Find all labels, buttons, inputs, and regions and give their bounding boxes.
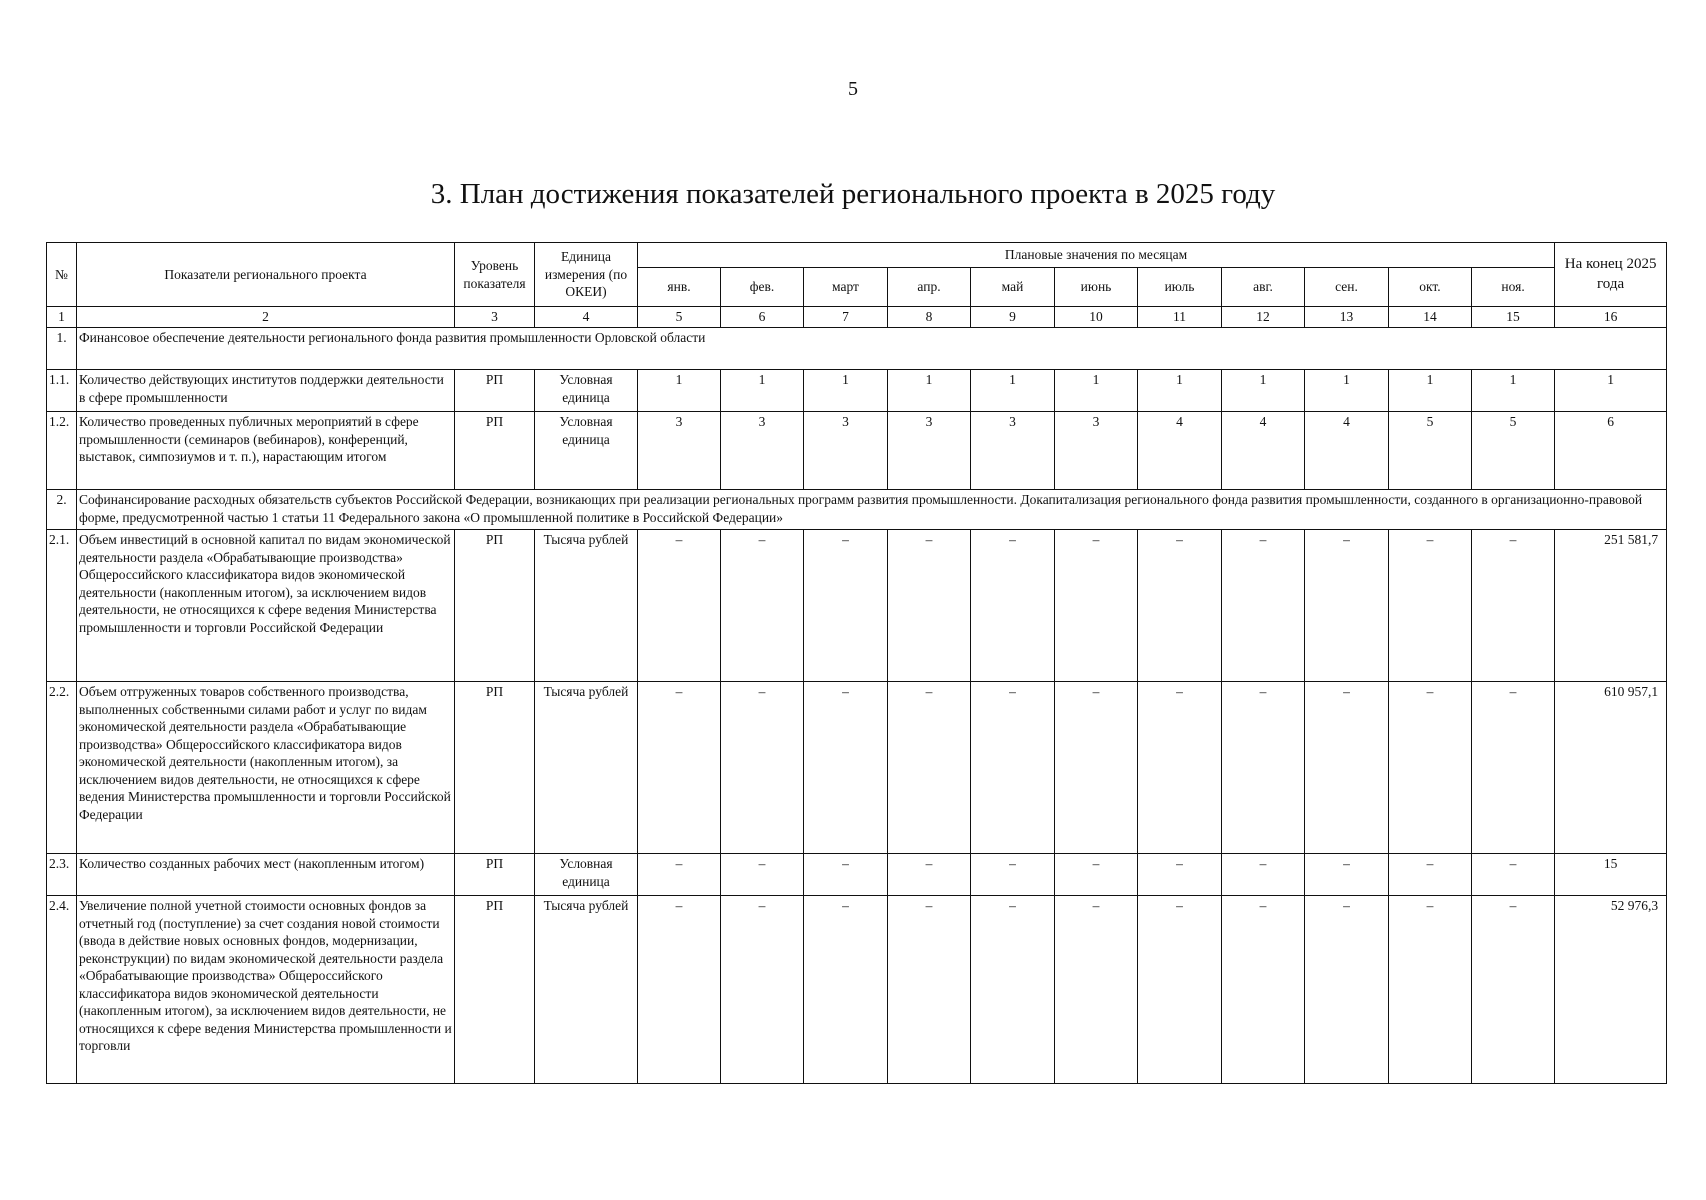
table-row — [47, 896, 1667, 1084]
row-unit: Условная единица — [535, 370, 638, 412]
section-num: 2. — [47, 490, 77, 530]
header-num: № — [47, 243, 77, 307]
column-number: 5 — [638, 307, 721, 328]
header-month: фев. — [721, 268, 804, 307]
row-level: РП — [455, 682, 535, 854]
header-end: На конец 2025 года — [1555, 243, 1667, 307]
column-number: 3 — [455, 307, 535, 328]
header-month: июнь — [1055, 268, 1138, 307]
row-end-value: 52 976,3 — [1555, 896, 1667, 1084]
column-number: 2 — [77, 307, 455, 328]
row-month-value: – — [721, 530, 804, 682]
row-month-value: – — [1138, 854, 1222, 896]
row-month-value: – — [1222, 530, 1305, 682]
row-month-value: – — [721, 854, 804, 896]
page-number: 5 — [848, 78, 858, 100]
row-month-value: – — [1472, 530, 1555, 682]
row-month-value: – — [1389, 530, 1472, 682]
column-number: 14 — [1389, 307, 1472, 328]
row-unit: Тысяча рублей — [535, 682, 638, 854]
column-number: 13 — [1305, 307, 1389, 328]
row-name: Количество проведенных публичных мероприятий в сфере промышленности (семинаров (вебинаров), конференций, выставок, симпозиумов и т. п.), нарастающим итогом — [77, 412, 455, 490]
header-month: янв. — [638, 268, 721, 307]
row-month-value: 5 — [1472, 412, 1555, 490]
row-month-value: – — [1055, 896, 1138, 1084]
column-number: 16 — [1555, 307, 1667, 328]
row-level: РП — [455, 370, 535, 412]
row-unit: Условная единица — [535, 854, 638, 896]
row-month-value: 1 — [1389, 370, 1472, 412]
row-month-value: 3 — [971, 412, 1055, 490]
row-month-value: – — [888, 530, 971, 682]
row-month-value: – — [1138, 682, 1222, 854]
header-indicator: Показатели регионального проекта — [77, 243, 455, 307]
row-month-value: – — [1138, 530, 1222, 682]
page-title: 3. План достижения показателей регионального проекта в 2025 году — [430, 178, 1276, 210]
row-month-value: 1 — [721, 370, 804, 412]
row-unit: Условная единица — [535, 412, 638, 490]
row-level: РП — [455, 530, 535, 682]
row-end-value: 1 — [1555, 370, 1667, 412]
row-unit: Тысяча рублей — [535, 530, 638, 682]
section-title: Финансовое обеспечение деятельности регионального фонда развития промышленности Орловской области — [77, 328, 1667, 370]
row-month-value: – — [1389, 854, 1472, 896]
row-month-value: – — [888, 896, 971, 1084]
row-month-value: – — [638, 854, 721, 896]
row-month-value: – — [971, 896, 1055, 1084]
row-unit: Тысяча рублей — [535, 896, 638, 1084]
header-month: май — [971, 268, 1055, 307]
row-end-value: 15 — [1555, 854, 1667, 896]
header-month: авг. — [1222, 268, 1305, 307]
row-num: 2.3. — [47, 854, 77, 896]
column-number: 8 — [888, 307, 971, 328]
row-month-value: – — [804, 854, 888, 896]
row-num: 1.1. — [47, 370, 77, 412]
row-month-value: – — [1222, 896, 1305, 1084]
row-month-value: – — [1305, 854, 1389, 896]
row-month-value: 3 — [804, 412, 888, 490]
row-month-value: – — [638, 896, 721, 1084]
row-end-value: 6 — [1555, 412, 1667, 490]
column-number: 1 — [47, 307, 77, 328]
row-month-value: 3 — [888, 412, 971, 490]
row-month-value: 5 — [1389, 412, 1472, 490]
row-month-value: – — [1055, 854, 1138, 896]
column-number: 12 — [1222, 307, 1305, 328]
row-name: Количество созданных рабочих мест (накопленным итогом) — [77, 854, 455, 896]
header-planned: Плановые значения по месяцам — [638, 243, 1555, 268]
row-month-value: – — [1472, 854, 1555, 896]
row-month-value: – — [804, 530, 888, 682]
header-month: ноя. — [1472, 268, 1555, 307]
table-row — [47, 854, 1667, 896]
row-num: 1.2. — [47, 412, 77, 490]
row-month-value: – — [1389, 682, 1472, 854]
row-name: Количество действующих институтов поддержки деятельности в сфере промышленности — [77, 370, 455, 412]
row-month-value: – — [1389, 896, 1472, 1084]
row-month-value: 1 — [971, 370, 1055, 412]
column-number: 10 — [1055, 307, 1138, 328]
section-num: 1. — [47, 328, 77, 370]
row-month-value: 1 — [1055, 370, 1138, 412]
row-month-value: 1 — [1222, 370, 1305, 412]
row-end-value: 251 581,7 — [1555, 530, 1667, 682]
row-month-value: – — [721, 682, 804, 854]
row-month-value: 1 — [1305, 370, 1389, 412]
row-month-value: – — [1472, 896, 1555, 1084]
header-month: апр. — [888, 268, 971, 307]
row-month-value: 4 — [1305, 412, 1389, 490]
column-number: 15 — [1472, 307, 1555, 328]
column-number: 9 — [971, 307, 1055, 328]
row-month-value: 1 — [1138, 370, 1222, 412]
row-month-value: – — [1222, 854, 1305, 896]
section-row — [47, 328, 1667, 370]
column-number: 4 — [535, 307, 638, 328]
row-level: РП — [455, 854, 535, 896]
row-month-value: – — [1305, 682, 1389, 854]
row-month-value: – — [971, 854, 1055, 896]
row-month-value: – — [804, 682, 888, 854]
row-month-value: – — [638, 530, 721, 682]
column-number: 7 — [804, 307, 888, 328]
table-row — [47, 682, 1667, 854]
row-name: Объем отгруженных товаров собственного производства, выполненных собственными силами работ и услуг по видам экономической деятельности раздела «Обрабатывающие производства» Общероссийского классификатора видов экономической деятельности (накопленным итогом), за исключением видов деятельности, не относящихся к сфере ведения Министерства промышленности и торговли Российской Федерации — [77, 682, 455, 854]
row-level: РП — [455, 896, 535, 1084]
row-month-value: – — [1138, 896, 1222, 1084]
header-month: март — [804, 268, 888, 307]
row-month-value: 3 — [1055, 412, 1138, 490]
row-end-value: 610 957,1 — [1555, 682, 1667, 854]
row-month-value: – — [971, 682, 1055, 854]
row-num: 2.2. — [47, 682, 77, 854]
section-row — [47, 490, 1667, 530]
column-number: 11 — [1138, 307, 1222, 328]
row-month-value: – — [971, 530, 1055, 682]
header-month: сен. — [1305, 268, 1389, 307]
row-num: 2.1. — [47, 530, 77, 682]
row-month-value: – — [1305, 896, 1389, 1084]
row-month-value: – — [1305, 530, 1389, 682]
row-name: Увеличение полной учетной стоимости основных фондов за отчетный год (поступление) за счет создания новой стоимости (ввода в действие новых основных фондов, модернизации, реконструкции) по видам экономической деятельности раздела «Обрабатывающие производства» Общероссийского классификатора видов экономической деятельности (накопленным итогом), за исключением видов деятельности, не относящихся к сфере ведения Министерства промышленности и торговли — [77, 896, 455, 1084]
row-month-value: – — [638, 682, 721, 854]
row-month-value: 3 — [721, 412, 804, 490]
row-month-value: 1 — [888, 370, 971, 412]
header-row-1 — [47, 243, 1667, 268]
header-level: Уровень показателя — [455, 243, 535, 307]
header-unit: Единица измерения (по ОКЕИ) — [535, 243, 638, 307]
row-month-value: – — [804, 896, 888, 1084]
indicators-table — [46, 242, 1667, 1084]
row-num: 2.4. — [47, 896, 77, 1084]
row-month-value: – — [1055, 530, 1138, 682]
header-month: окт. — [1389, 268, 1472, 307]
column-number: 6 — [721, 307, 804, 328]
header-month: июль — [1138, 268, 1222, 307]
row-month-value: 4 — [1138, 412, 1222, 490]
row-month-value: 4 — [1222, 412, 1305, 490]
section-title: Софинансирование расходных обязательств субъектов Российской Федерации, возникающих при реализации региональных программ развития промышленности. Докапитализация регионального фонда развития промышленности, созданного в организационно-правовой форме, предусмотренной частью 1 статьи 11 Федерального закона «О промышленной политике в Российской Федерации» — [77, 490, 1667, 530]
row-month-value: – — [1222, 682, 1305, 854]
table-row — [47, 370, 1667, 412]
table-row — [47, 530, 1667, 682]
row-month-value: – — [721, 896, 804, 1084]
row-month-value: – — [1472, 682, 1555, 854]
row-level: РП — [455, 412, 535, 490]
row-month-value: – — [888, 854, 971, 896]
row-name: Объем инвестиций в основной капитал по видам экономической деятельности раздела «Обрабатывающие производства» Общероссийского классификатора видов экономической деятельности (накопленным итогом), за исключением видов деятельности, не относящихся к сфере ведения Министерства промышленности и торговли Российской Федерации — [77, 530, 455, 682]
row-month-value: 1 — [638, 370, 721, 412]
row-month-value: 1 — [804, 370, 888, 412]
row-month-value: 1 — [1472, 370, 1555, 412]
row-month-value: 3 — [638, 412, 721, 490]
column-number-row — [47, 307, 1667, 328]
row-month-value: – — [1055, 682, 1138, 854]
row-month-value: – — [888, 682, 971, 854]
table-row — [47, 412, 1667, 490]
